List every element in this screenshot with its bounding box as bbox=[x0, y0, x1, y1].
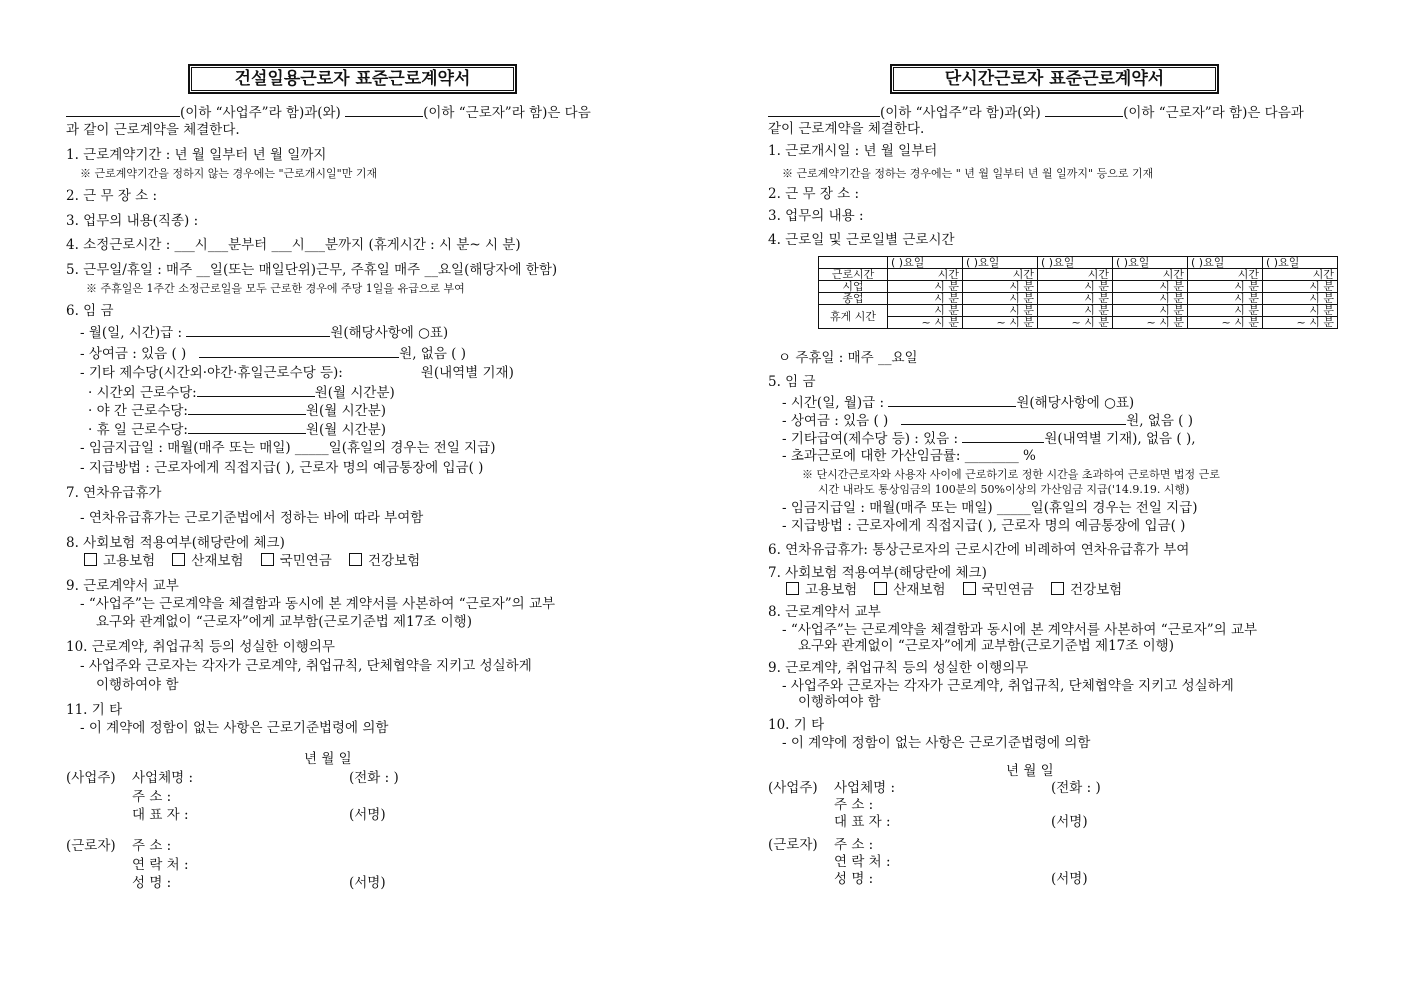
industrial-accident-checkbox[interactable] bbox=[172, 553, 185, 566]
bonus-blank[interactable] bbox=[901, 412, 1126, 425]
employment-insurance-checkbox[interactable] bbox=[84, 553, 97, 566]
industrial-accident-checkbox[interactable] bbox=[874, 582, 887, 595]
working-hours: 4. 소정근로시간 : ___시___분부터 ___시___분까지 (휴게시간 : 시 분~ 시 분) bbox=[66, 237, 521, 253]
employer-signature[interactable]: (서명) bbox=[349, 807, 386, 823]
bonus-blank[interactable] bbox=[199, 345, 399, 358]
hours-cell[interactable]: 시간 bbox=[1113, 269, 1188, 281]
workdays-holidays: 5. 근무일/휴일 : 매주 __일(또는 매일단위)근무, 주휴일 매주 __요일(해당자에 한함) bbox=[66, 262, 558, 278]
night-blank[interactable] bbox=[188, 402, 306, 415]
other-pay-blank[interactable] bbox=[962, 430, 1044, 443]
intro-text-a: (이하 “사업주”라 함)과(와) bbox=[180, 105, 341, 121]
workplace: 2. 근 무 장 소 : bbox=[66, 188, 158, 204]
start-cell[interactable]: 시 분 bbox=[1113, 281, 1188, 293]
obligation-line-1: - 사업주와 근로자는 각자가 근로계약, 취업규칙, 단체협약을 지키고 성실하게 bbox=[782, 678, 1234, 694]
start-cell[interactable]: 시 분 bbox=[888, 281, 963, 293]
annual-leave-body: - 연차유급휴가는 근로기준법에서 정하는 바에 따라 부여함 bbox=[80, 510, 424, 526]
social-insurance-options: 고용보험 산재보험 국민연금 건강보험 bbox=[84, 553, 420, 569]
social-insurance-heading: 7. 사회보험 적용여부(해당란에 체크) bbox=[768, 565, 987, 581]
row-label: 휴게 시간 bbox=[819, 305, 888, 329]
end-cell[interactable]: 시 분 bbox=[1263, 293, 1338, 305]
bonus: - 상여금 : 있음 ( ) 원, 없음 ( ) bbox=[80, 346, 467, 362]
obligation-line-2: 이행하여야 함 bbox=[798, 694, 881, 710]
employer-blank[interactable] bbox=[768, 104, 880, 117]
worker-contact[interactable]: 연 락 처 : bbox=[132, 857, 189, 873]
national-pension-checkbox[interactable] bbox=[963, 582, 976, 595]
day-header[interactable]: ( )요일 bbox=[1188, 257, 1263, 269]
break-end-cell[interactable]: ~ 시 분 bbox=[963, 317, 1038, 329]
payday: - 임금지급일 : 매월(매주 또는 매일) _____일(휴일의 경우는 전일 지급) bbox=[80, 440, 496, 456]
employment-insurance-checkbox[interactable] bbox=[786, 582, 799, 595]
part-time-contract-page bbox=[768, 0, 1343, 992]
end-cell[interactable]: 시 분 bbox=[888, 293, 963, 305]
contract-delivery-line-1: - “사업주”는 근로계약을 체결함과 동시에 본 계약서를 사본하여 “근로자”의 교부 bbox=[782, 622, 1258, 638]
contract-delivery-heading: 8. 근로계약서 교부 bbox=[768, 604, 881, 620]
contract-period: 1. 근로계약기간 : 년 월 일부터 년 월 일까지 bbox=[66, 147, 327, 163]
start-cell[interactable]: 시 분 bbox=[1263, 281, 1338, 293]
signing-date: 년 월 일 bbox=[304, 751, 352, 767]
hours-cell[interactable]: 시간 bbox=[1038, 269, 1113, 281]
wage-heading: 6. 임 금 bbox=[66, 303, 114, 319]
employer-representative[interactable]: 대 표 자 : bbox=[834, 814, 891, 830]
obligation-line-2: 이행하여야 함 bbox=[96, 677, 179, 693]
contract-delivery-heading: 9. 근로계약서 교부 bbox=[66, 578, 179, 594]
holiday-allowance: · 휴 일 근로수당: 원(월 시간분) bbox=[88, 422, 386, 438]
annual-leave: 6. 연차유급휴가: 통상근로자의 근로시간에 비례하여 연차유급휴가 부여 bbox=[768, 542, 1190, 558]
hours-cell[interactable]: 시간 bbox=[963, 269, 1038, 281]
contract-delivery-line-2: 요구와 관계없이 “근로자”에게 교부함(근로기준법 제17조 이행) bbox=[96, 614, 472, 630]
break-end-cell[interactable]: ~ 시 분 bbox=[888, 317, 963, 329]
employer-label: (사업주) bbox=[66, 770, 116, 786]
table-row bbox=[819, 305, 1338, 317]
overtime-note-1: ※ 단시간근로자와 사용자 사이에 근로하기로 정한 시간을 초과하여 근로하면 법정 근로 bbox=[802, 468, 1220, 481]
other-heading: 11. 기 타 bbox=[66, 702, 123, 718]
wage-base: - 시간(일, 월)급 : 원(해당사항에 ○표) bbox=[782, 395, 1135, 411]
worker-name[interactable]: 성 명 : bbox=[132, 875, 172, 891]
table-row bbox=[819, 257, 1338, 269]
start-cell[interactable]: 시 분 bbox=[1188, 281, 1263, 293]
wage-blank[interactable] bbox=[888, 394, 1016, 407]
wage-base: - 월(일, 시간)급 : 원(해당사항에 ○표) bbox=[80, 325, 449, 341]
intro-line-2: 과 같이 근로계약을 체결한다. bbox=[66, 122, 240, 138]
other-heading: 10. 기 타 bbox=[768, 717, 825, 733]
break-cell[interactable]: 시 분 bbox=[1113, 305, 1188, 317]
table-row bbox=[819, 281, 1338, 293]
wage-blank[interactable] bbox=[186, 324, 330, 337]
break-end-cell[interactable]: ~ 시 분 bbox=[1263, 317, 1338, 329]
day-header[interactable]: ( )요일 bbox=[1113, 257, 1188, 269]
employer-phone[interactable]: (전화 : ) bbox=[349, 770, 399, 786]
worker-name[interactable]: 성 명 : bbox=[834, 871, 874, 887]
employer-blank[interactable] bbox=[66, 104, 180, 117]
day-header[interactable]: ( )요일 bbox=[1263, 257, 1338, 269]
break-end-cell[interactable]: ~ 시 분 bbox=[1113, 317, 1188, 329]
job-description: 3. 업무의 내용 : bbox=[768, 208, 864, 224]
other-pay: - 기타급여(제수당 등) : 있음 : 원(내역별 기재), 없음 ( ), bbox=[782, 431, 1196, 447]
social-insurance-heading: 8. 사회보험 적용여부(해당란에 체크) bbox=[66, 535, 285, 551]
employer-address[interactable]: 주 소 : bbox=[132, 789, 172, 805]
end-cell[interactable]: 시 분 bbox=[963, 293, 1038, 305]
intro-line-1: (이하 “사업주”라 함)과(와) (이하 “근로자”라 함)은 다음과 bbox=[768, 104, 1304, 121]
other-line-1: - 이 계약에 정함이 없는 사항은 근로기준법령에 의함 bbox=[80, 720, 389, 736]
title-box bbox=[188, 64, 517, 94]
intro-text-b: (이하 “근로자”라 함)은 다음 bbox=[423, 105, 591, 121]
break-cell[interactable]: 시 분 bbox=[1263, 305, 1338, 317]
employer-label: (사업주) bbox=[768, 780, 818, 796]
job-description: 3. 업무의 내용(직종) : bbox=[66, 213, 199, 229]
overtime-note-2: 시간 내라도 통상임금의 100분의 50%이상의 가산임금 지급('14.9.19. 시행) bbox=[818, 483, 1190, 496]
health-insurance-checkbox[interactable] bbox=[1051, 582, 1064, 595]
workdays-heading: 4. 근로일 및 근로일별 근로시간 bbox=[768, 232, 955, 248]
worker-label: (근로자) bbox=[66, 838, 116, 854]
row-label: 근로시간 bbox=[819, 269, 888, 281]
obligation-heading: 10. 근로계약, 취업규칙 등의 성실한 이행의무 bbox=[66, 639, 335, 655]
night-allowance: · 야 간 근로수당: 원(월 시간분) bbox=[88, 403, 386, 419]
page-title: 건설일용근로자 표준근로계약서 bbox=[191, 67, 514, 91]
break-cell[interactable]: 시 분 bbox=[1038, 305, 1113, 317]
employer-business-name[interactable]: 사업체명 : bbox=[834, 780, 896, 796]
start-cell[interactable]: 시 분 bbox=[963, 281, 1038, 293]
employer-phone[interactable]: (전화 : ) bbox=[1051, 780, 1101, 796]
break-end-cell[interactable]: ~ 시 분 bbox=[1188, 317, 1263, 329]
intro-line-1 bbox=[66, 104, 591, 121]
work-schedule-table bbox=[818, 256, 1338, 329]
day-header[interactable]: ( )요일 bbox=[888, 257, 963, 269]
national-pension-checkbox[interactable] bbox=[261, 553, 274, 566]
health-insurance-checkbox[interactable] bbox=[349, 553, 362, 566]
hours-cell[interactable]: 시간 bbox=[1263, 269, 1338, 281]
day-header[interactable]: ( )요일 bbox=[963, 257, 1038, 269]
other-line-1: - 이 계약에 정함이 없는 사항은 근로기준법령에 의함 bbox=[782, 735, 1091, 751]
worker-blank[interactable] bbox=[1045, 104, 1123, 117]
table-row bbox=[819, 293, 1338, 305]
holiday-blank[interactable] bbox=[188, 421, 306, 434]
contract-period-note: ※ 근로계약기간을 정하지 않는 경우에는 "근로개시일"만 기재 bbox=[80, 167, 378, 180]
weekly-holiday: ㅇ 주휴일 : 매주 __요일 bbox=[778, 350, 918, 366]
construction-contract-page bbox=[66, 0, 641, 992]
payment-method: - 지급방법 : 근로자에게 직접지급( ), 근로자 명의 예금통장에 입금( ) bbox=[80, 460, 484, 476]
employer-signature[interactable]: (서명) bbox=[1051, 814, 1088, 830]
start-cell[interactable]: 시 분 bbox=[1038, 281, 1113, 293]
hours-cell[interactable]: 시간 bbox=[1188, 269, 1263, 281]
worker-contact[interactable]: 연 락 처 : bbox=[834, 854, 891, 870]
table-row bbox=[819, 317, 1338, 329]
worker-address[interactable]: 주 소 : bbox=[132, 838, 172, 854]
intro-line-2: 같이 근로계약을 체결한다. bbox=[768, 121, 925, 137]
obligation-line-1: - 사업주와 근로자는 각자가 근로계약, 취업규칙, 단체협약을 지키고 성실하게 bbox=[80, 658, 532, 674]
signing-date: 년 월 일 bbox=[1006, 763, 1054, 779]
contract-delivery-line-1: - “사업주”는 근로계약을 체결함과 동시에 본 계약서를 사본하여 “근로자”의 교부 bbox=[80, 596, 556, 612]
start-date: 1. 근로개시일 : 년 월 일부터 bbox=[768, 143, 938, 159]
worker-address[interactable]: 주 소 : bbox=[834, 837, 874, 853]
contract-delivery-line-2: 요구와 관계없이 “근로자”에게 교부함(근로기준법 제17조 이행) bbox=[798, 638, 1174, 654]
worker-signature[interactable]: (서명) bbox=[1051, 871, 1088, 887]
end-cell[interactable]: 시 분 bbox=[1113, 293, 1188, 305]
break-end-cell[interactable]: ~ 시 분 bbox=[1038, 317, 1113, 329]
worker-signature[interactable]: (서명) bbox=[349, 875, 386, 891]
break-cell[interactable]: 시 분 bbox=[963, 305, 1038, 317]
allowances: - 기타 제수당(시간외·야간·휴일근로수당 등): 원(내역별 기재) bbox=[80, 365, 514, 381]
day-header[interactable]: ( )요일 bbox=[1038, 257, 1113, 269]
social-insurance-options: 고용보험 산재보험 국민연금 건강보험 bbox=[786, 582, 1122, 598]
table-row bbox=[819, 269, 1338, 281]
hours-cell[interactable]: 시간 bbox=[888, 269, 963, 281]
row-label: 종업 bbox=[819, 293, 888, 305]
employer-business-name[interactable]: 사업체명 : bbox=[132, 770, 194, 786]
break-cell[interactable]: 시 분 bbox=[888, 305, 963, 317]
annual-leave-heading: 7. 연차유급휴가 bbox=[66, 485, 162, 501]
employer-address[interactable]: 주 소 : bbox=[834, 797, 874, 813]
payday: - 임금지급일 : 매월(매주 또는 매일) _____일(휴일의 경우는 전일 지급) bbox=[782, 500, 1198, 516]
page-title: 단시간근로자 표준근로계약서 bbox=[893, 67, 1216, 91]
overtime-rate: - 초과근로에 대한 가산임금률: ________ % bbox=[782, 448, 1036, 464]
payment-method: - 지급방법 : 근로자에게 직접지급( ), 근로자 명의 예금통장에 입금( ) bbox=[782, 518, 1186, 534]
employer-representative[interactable]: 대 표 자 : bbox=[132, 807, 189, 823]
worker-label: (근로자) bbox=[768, 837, 818, 853]
obligation-heading: 9. 근로계약, 취업규칙 등의 성실한 이행의무 bbox=[768, 660, 1029, 676]
overtime-blank[interactable] bbox=[197, 384, 315, 397]
end-cell[interactable]: 시 분 bbox=[1188, 293, 1263, 305]
overtime-allowance: · 시간외 근로수당: 원(월 시간분) bbox=[88, 385, 395, 401]
break-cell[interactable]: 시 분 bbox=[1188, 305, 1263, 317]
workplace: 2. 근 무 장 소 : bbox=[768, 186, 860, 202]
weekly-holiday-note: ※ 주휴일은 1주간 소정근로일을 모두 근로한 경우에 주당 1일을 유급으로 부여 bbox=[86, 282, 465, 295]
end-cell[interactable]: 시 분 bbox=[1038, 293, 1113, 305]
start-date-note: ※ 근로계약기간을 정하는 경우에는 " 년 월 일부터 년 월 일까지" 등으로 기재 bbox=[782, 167, 1154, 180]
worker-blank[interactable] bbox=[345, 104, 423, 117]
bonus: - 상여금 : 있음 ( ) 원, 없음 ( ) bbox=[782, 413, 1194, 429]
wage-heading: 5. 임 금 bbox=[768, 374, 816, 390]
title-box bbox=[890, 64, 1219, 94]
row-label: 시업 bbox=[819, 281, 888, 293]
